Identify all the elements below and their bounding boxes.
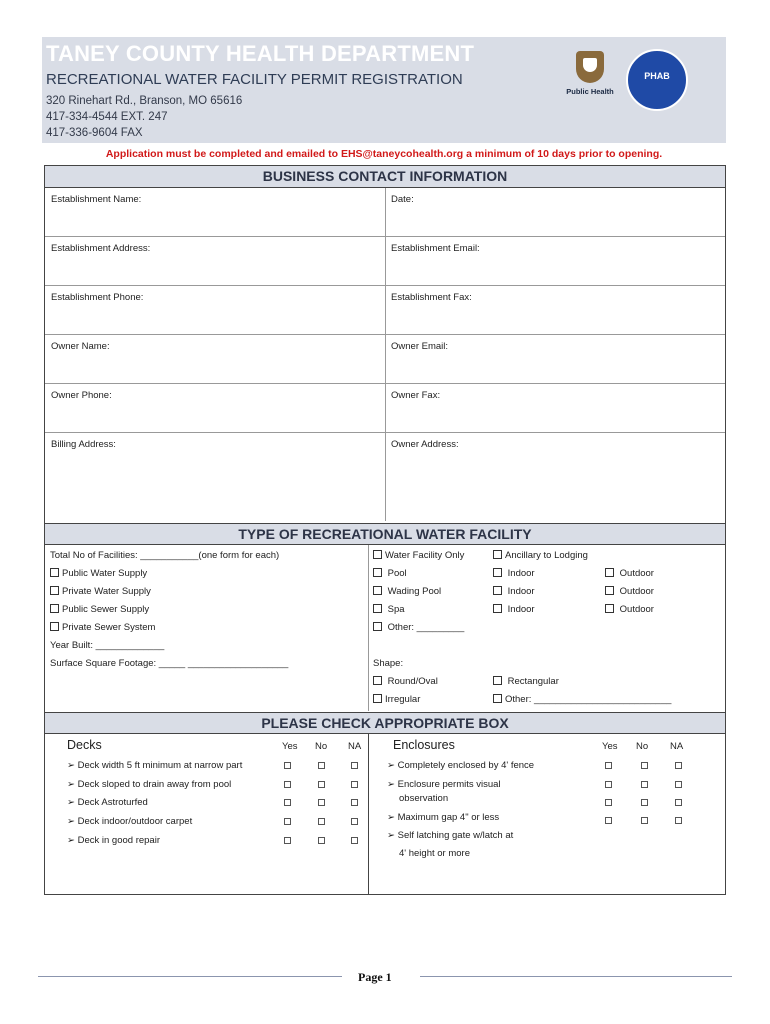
deck-carpet-na-checkbox[interactable] <box>351 818 358 825</box>
irregular-option[interactable]: Irregular <box>373 694 420 705</box>
department-phone: 417-334-4544 EXT. 247 <box>46 111 168 123</box>
spa-indoor-option[interactable]: Indoor <box>493 604 535 615</box>
establishment-phone-field[interactable]: Establishment Phone: <box>45 286 385 335</box>
deck-carpet-item: ➢ Deck indoor/outdoor carpet <box>67 816 193 827</box>
deck-sloped-no-checkbox[interactable] <box>318 781 325 788</box>
page-number: Page 1 <box>358 970 392 984</box>
deck-astroturfed-item: ➢ Deck Astroturfed <box>67 797 148 808</box>
private-water-supply-option[interactable]: Private Water Supply <box>50 586 151 597</box>
department-title: TANEY COUNTY HEALTH DEPARTMENT <box>46 41 475 66</box>
checkbox-icon[interactable] <box>373 586 382 595</box>
deck-astroturfed-yes-checkbox[interactable] <box>284 799 291 806</box>
checkbox-icon[interactable] <box>373 622 382 631</box>
checkbox-icon[interactable] <box>50 604 59 613</box>
enclosure-gap-yes-checkbox[interactable] <box>605 799 612 806</box>
checkbox-icon[interactable] <box>373 550 382 559</box>
checkbox-icon[interactable] <box>605 604 614 613</box>
checkbox-icon[interactable] <box>605 586 614 595</box>
form-header <box>42 37 726 143</box>
enclosure-visual-item-cont: observation <box>399 793 449 804</box>
checkbox-icon[interactable] <box>373 676 382 685</box>
form-subtitle: RECREATIONAL WATER FACILITY PERMIT REGISTRATION <box>46 71 463 88</box>
deck-repair-item: ➢ Deck in good repair <box>67 835 160 846</box>
deck-repair-yes-checkbox[interactable] <box>284 837 291 844</box>
wading-pool-indoor-option[interactable]: Indoor <box>493 586 535 597</box>
billing-address-field[interactable]: Billing Address: <box>51 439 116 450</box>
shield-icon <box>576 51 604 83</box>
business-contact-heading: BUSINESS CONTACT INFORMATION <box>45 166 725 188</box>
checkbox-icon[interactable] <box>373 694 382 703</box>
pool-outdoor-option[interactable]: Outdoor <box>605 568 654 579</box>
enclosure-gate-item: ➢ Self latching gate w/latch at <box>387 830 514 841</box>
owner-fax-field[interactable]: Owner Fax: <box>385 384 725 433</box>
footer-rule-left <box>38 976 342 977</box>
enclosure-fence-yes-checkbox[interactable] <box>605 762 612 769</box>
public-water-supply-option[interactable]: Public Water Supply <box>50 568 147 579</box>
deck-width-no-checkbox[interactable] <box>318 762 325 769</box>
wading-pool-outdoor-option[interactable]: Outdoor <box>605 586 654 597</box>
enclosure-visual-no-checkbox[interactable] <box>641 781 648 788</box>
checkbox-icon[interactable] <box>50 568 59 577</box>
enclosure-fence-na-checkbox[interactable] <box>675 762 682 769</box>
checkbox-icon[interactable] <box>493 694 502 703</box>
owner-email-field[interactable]: Owner Email: <box>385 335 725 384</box>
total-facilities-field[interactable]: Total No of Facilities: ___________(one form for each) <box>50 550 280 561</box>
checkbox-icon[interactable] <box>493 604 502 613</box>
check-box-heading: PLEASE CHECK APPROPRIATE BOX <box>45 712 725 734</box>
checkbox-icon[interactable] <box>493 586 502 595</box>
water-facility-only-option[interactable]: Water Facility Only <box>373 550 464 561</box>
deck-carpet-no-checkbox[interactable] <box>318 818 325 825</box>
deck-width-yes-checkbox[interactable] <box>284 762 291 769</box>
enclosure-gap-no-checkbox[interactable] <box>641 799 648 806</box>
surface-square-footage-field[interactable]: Surface Square Footage: _____ ___________________ <box>50 658 289 669</box>
rectangular-option[interactable]: Rectangular <box>493 676 559 687</box>
establishment-fax-field[interactable]: Establishment Fax: <box>385 286 725 335</box>
checkbox-icon[interactable] <box>493 568 502 577</box>
establishment-name-field[interactable]: Establishment Name: <box>45 188 385 237</box>
enclosures-no-header: No <box>636 741 649 752</box>
year-built-field[interactable]: Year Built: _____________ <box>50 640 165 651</box>
enclosure-gate-na-checkbox[interactable] <box>675 817 682 824</box>
checkbox-icon[interactable] <box>493 676 502 685</box>
department-address: 320 Rinehart Rd., Branson, MO 65616 <box>46 95 243 107</box>
pool-indoor-option[interactable]: Indoor <box>493 568 535 579</box>
deck-repair-na-checkbox[interactable] <box>351 837 358 844</box>
deck-width-na-checkbox[interactable] <box>351 762 358 769</box>
checkbox-icon[interactable] <box>50 586 59 595</box>
private-sewer-system-option[interactable]: Private Sewer System <box>50 622 155 633</box>
ancillary-to-lodging-option[interactable]: Ancillary to Lodging <box>493 550 588 561</box>
footer-rule-right <box>420 976 732 977</box>
deck-astroturfed-no-checkbox[interactable] <box>318 799 325 806</box>
deck-carpet-yes-checkbox[interactable] <box>284 818 291 825</box>
deck-astroturfed-na-checkbox[interactable] <box>351 799 358 806</box>
enclosures-na-header: NA <box>670 741 684 752</box>
other-facility-option[interactable]: Other: _________ <box>373 622 464 633</box>
spa-option[interactable]: Spa <box>373 604 405 615</box>
checkbox-icon[interactable] <box>50 622 59 631</box>
other-shape-option[interactable]: Other: __________________________ <box>493 694 671 705</box>
public-health-logo: Public Health <box>552 49 624 121</box>
round-oval-option[interactable]: Round/Oval <box>373 676 438 687</box>
deck-repair-no-checkbox[interactable] <box>318 837 325 844</box>
owner-phone-field[interactable]: Owner Phone: <box>45 384 385 433</box>
facility-type-heading: TYPE OF RECREATIONAL WATER FACILITY <box>45 523 725 545</box>
enclosure-gap-item: ➢ Maximum gap 4" or less <box>387 812 500 823</box>
department-fax: 417-336-9604 FAX <box>46 127 143 139</box>
form-frame <box>44 165 726 895</box>
deck-sloped-yes-checkbox[interactable] <box>284 781 291 788</box>
public-sewer-supply-option[interactable]: Public Sewer Supply <box>50 604 149 615</box>
establishment-address-field[interactable]: Establishment Address: <box>45 237 385 286</box>
spa-outdoor-option[interactable]: Outdoor <box>605 604 654 615</box>
enclosure-visual-na-checkbox[interactable] <box>675 781 682 788</box>
wading-pool-option[interactable]: Wading Pool <box>373 586 441 597</box>
decks-na-header: NA <box>348 741 362 752</box>
checkbox-icon[interactable] <box>373 568 382 577</box>
enclosure-fence-item: ➢ Completely enclosed by 4' fence <box>387 760 535 771</box>
decks-no-header: No <box>315 741 328 752</box>
date-field[interactable]: Date: <box>385 188 725 237</box>
submission-notice: Application must be completed and emailed to EHS@taneycohealth.org a minimum of 10 days prior to opening. <box>105 148 663 160</box>
deck-width-item: ➢ Deck width 5 ft minimum at narrow part <box>67 760 243 771</box>
pool-option[interactable]: Pool <box>373 568 407 579</box>
enclosures-yes-header: Yes <box>602 741 618 752</box>
deck-sloped-na-checkbox[interactable] <box>351 781 358 788</box>
checkbox-icon[interactable] <box>373 604 382 613</box>
enclosure-fence-no-checkbox[interactable] <box>641 762 648 769</box>
enclosure-visual-yes-checkbox[interactable] <box>605 781 612 788</box>
deck-sloped-item: ➢ Deck sloped to drain away from pool <box>67 779 232 790</box>
establishment-email-field[interactable]: Establishment Email: <box>385 237 725 286</box>
enclosure-gate-yes-checkbox[interactable] <box>605 817 612 824</box>
checkbox-icon[interactable] <box>605 568 614 577</box>
enclosure-gate-no-checkbox[interactable] <box>641 817 648 824</box>
phab-seal-logo: PHAB <box>626 49 688 111</box>
enclosure-gate-item-cont: 4' height or more <box>399 848 470 859</box>
enclosures-title: Enclosures <box>393 738 455 752</box>
decks-title: Decks <box>67 738 102 752</box>
owner-name-field[interactable]: Owner Name: <box>45 335 385 384</box>
enclosure-visual-item: ➢ Enclosure permits visual <box>387 779 501 790</box>
enclosure-gap-na-checkbox[interactable] <box>675 799 682 806</box>
decks-yes-header: Yes <box>282 741 298 752</box>
owner-address-field[interactable]: Owner Address: <box>391 439 459 450</box>
shape-label: Shape: <box>373 658 404 669</box>
checkbox-icon[interactable] <box>493 550 502 559</box>
